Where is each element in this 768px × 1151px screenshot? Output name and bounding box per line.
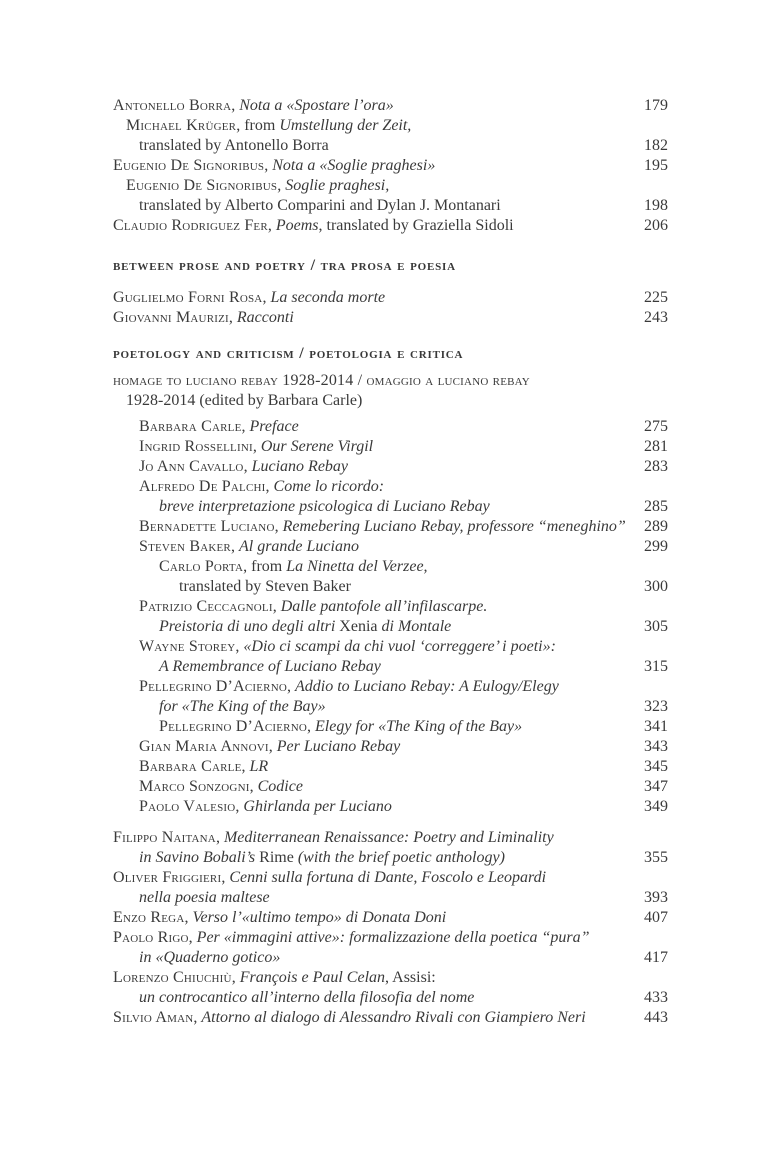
toc-line <box>113 537 668 557</box>
section-heading: between prose and poetry / tra prosa e poesia <box>113 257 456 274</box>
toc-line <box>113 371 668 391</box>
entry-text: Claudio Rodriguez Fer, Poems, translated by Graziella Sidoli <box>113 217 514 234</box>
toc-line <box>113 968 668 988</box>
entry-text: Jo Ann Cavallo, Luciano Rebay <box>139 458 349 475</box>
toc-line <box>113 657 668 677</box>
entry-text: Marco Sonzogni, Codice <box>139 778 303 795</box>
entry-text: Barbara Carle, LR <box>139 758 269 775</box>
toc-line <box>113 737 668 757</box>
entry-text: Paolo Rigo, Per «immagini attive»: formalizzazione della poetica “pura” <box>113 929 590 946</box>
toc-line <box>113 577 668 597</box>
entry-text: Enzo Rega, Verso l’«ultimo tempo» di Donata Doni <box>113 909 447 926</box>
page-number: 443 <box>644 1009 668 1026</box>
page-number: 433 <box>644 989 668 1006</box>
toc-line <box>113 928 668 948</box>
toc-line <box>113 116 668 136</box>
page-number: 345 <box>644 758 668 775</box>
toc-line <box>113 557 668 577</box>
entry-text: Barbara Carle, Preface <box>139 418 299 435</box>
page-number: 206 <box>644 217 668 234</box>
entry-text: translated by Steven Baker <box>179 578 351 595</box>
toc-line <box>113 437 668 457</box>
entry-text: Michael Krüger, from Umstellung der Zeit, <box>126 117 412 134</box>
toc-line <box>113 828 668 848</box>
entry-text: homage to luciano rebay 1928-2014 / omaggio a luciano rebay <box>113 372 530 389</box>
toc-line <box>113 677 668 697</box>
page-number: 407 <box>644 909 668 926</box>
toc-line <box>113 391 668 411</box>
page-number: 343 <box>644 738 668 755</box>
toc-line <box>113 196 668 216</box>
page-number: 179 <box>644 97 668 114</box>
page-number: 300 <box>644 578 668 595</box>
entry-text: Filippo Naitana, Mediterranean Renaissance: Poetry and Liminality <box>113 829 554 846</box>
toc-line <box>113 717 668 737</box>
toc-line <box>113 797 668 817</box>
toc-line <box>113 697 668 717</box>
toc-line <box>113 288 668 308</box>
toc-line <box>113 156 668 176</box>
entry-text: translated by Alberto Comparini and Dylan J. Montanari <box>139 197 501 214</box>
page-number: 243 <box>644 309 668 326</box>
entry-text: Eugenio De Signoribus, Nota a «Soglie praghesi» <box>113 157 436 174</box>
entries-block <box>113 417 668 817</box>
entry-text: Ingrid Rossellini, Our Serene Virgil <box>139 438 374 455</box>
page-number: 323 <box>644 698 668 715</box>
section-heading: poetology and criticism / poetologia e critica <box>113 345 464 362</box>
entry-text: Gian Maria Annovi, Per Luciano Rebay <box>139 738 401 755</box>
entry-text: Silvio Aman, Attorno al dialogo di Alessandro Rivali con Giampiero Neri <box>113 1009 586 1026</box>
toc-line <box>113 777 668 797</box>
section-heading-block <box>113 344 668 364</box>
page-number: 198 <box>644 197 668 214</box>
page-number: 281 <box>644 438 668 455</box>
toc-line <box>113 757 668 777</box>
entry-text: Eugenio De Signoribus, Soglie praghesi, <box>126 177 390 194</box>
entry-text: Pellegrino D’Acierno, Elegy for «The King of the Bay» <box>159 718 523 735</box>
page-number: 285 <box>644 498 668 515</box>
entry-text: breve interpretazione psicologica di Luciano Rebay <box>159 498 490 515</box>
toc-blocks <box>113 96 668 1028</box>
entry-text: Patrizio Ceccagnoli, Dalle pantofole all’infilascarpe. <box>139 598 488 615</box>
entry-text: Carlo Porta, from La Ninetta del Verzee, <box>159 558 428 575</box>
toc-line <box>113 477 668 497</box>
toc-line <box>113 497 668 517</box>
entry-text: Alfredo De Palchi, Come lo ricordo: <box>139 478 385 495</box>
page-number: 347 <box>644 778 668 795</box>
toc-line <box>113 136 668 156</box>
entry-text: A Remembrance of Luciano Rebay <box>159 658 381 675</box>
entry-text: for «The King of the Bay» <box>159 698 326 715</box>
entries-block <box>113 828 668 1028</box>
toc-line <box>113 637 668 657</box>
entry-text: Pellegrino D’Acierno, Addio to Luciano Rebay: A Eulogy/Elegy <box>139 678 559 695</box>
toc-line <box>113 216 668 236</box>
page-number: 315 <box>644 658 668 675</box>
toc-line <box>113 1008 668 1028</box>
page-number: 393 <box>644 889 668 906</box>
entry-text: Preistoria di uno degli altri Xenia di Montale <box>159 618 452 635</box>
toc-line <box>113 457 668 477</box>
toc-line <box>113 617 668 637</box>
page-number: 195 <box>644 157 668 174</box>
page-number: 305 <box>644 618 668 635</box>
toc-line <box>113 517 668 537</box>
toc-line <box>113 868 668 888</box>
toc-line <box>113 308 668 328</box>
entry-text: Wayne Storey, «Dio ci scampi da chi vuol ‘correggere’ i poeti»: <box>139 638 556 655</box>
toc-line <box>113 176 668 196</box>
entry-text: Antonello Borra, Nota a «Spostare l’ora» <box>113 97 394 114</box>
page-number: 182 <box>644 137 668 154</box>
entry-text: Guglielmo Forni Rosa, La seconda morte <box>113 289 386 306</box>
entry-text: 1928-2014 (edited by Barbara Carle) <box>126 392 363 409</box>
page-number: 341 <box>644 718 668 735</box>
entry-text: Lorenzo Chiuchiù, François e Paul Celan, Assisi: <box>113 969 436 986</box>
entry-text: translated by Antonello Borra <box>139 137 329 154</box>
page-number: 355 <box>644 849 668 866</box>
entries-block <box>113 288 668 328</box>
page-number: 289 <box>644 518 668 535</box>
entries-block <box>113 96 668 236</box>
entry-text: un controcantico all’interno della filosofia del nome <box>139 989 475 1006</box>
toc-line <box>113 848 668 868</box>
page-number: 299 <box>644 538 668 555</box>
entry-text: Paolo Valesio, Ghirlanda per Luciano <box>139 798 392 815</box>
toc-line <box>113 908 668 928</box>
toc-line <box>113 417 668 437</box>
page-number: 275 <box>644 418 668 435</box>
entry-text: nella poesia maltese <box>139 889 270 906</box>
toc-line <box>113 948 668 968</box>
entry-text: Oliver Friggieri, Cenni sulla fortuna di Dante, Foscolo e Leopardi <box>113 869 547 886</box>
entry-text: Giovanni Maurizi, Racconti <box>113 309 294 326</box>
page-number: 283 <box>644 458 668 475</box>
entry-text: Steven Baker, Al grande Luciano <box>139 538 359 555</box>
page-number: 349 <box>644 798 668 815</box>
entry-text: in Savino Bobali’s Rime (with the brief poetic anthology) <box>139 849 505 866</box>
toc-line <box>113 988 668 1008</box>
page-number: 225 <box>644 289 668 306</box>
toc-line <box>113 96 668 116</box>
toc-line <box>113 597 668 617</box>
entries-block <box>113 371 668 411</box>
entry-text: Bernadette Luciano, Remebering Luciano Rebay, professore “meneghino” <box>139 518 626 535</box>
entry-text: in «Quaderno gotico» <box>139 949 281 966</box>
page-number: 417 <box>644 949 668 966</box>
toc-line <box>113 888 668 908</box>
section-heading-block <box>113 256 668 276</box>
